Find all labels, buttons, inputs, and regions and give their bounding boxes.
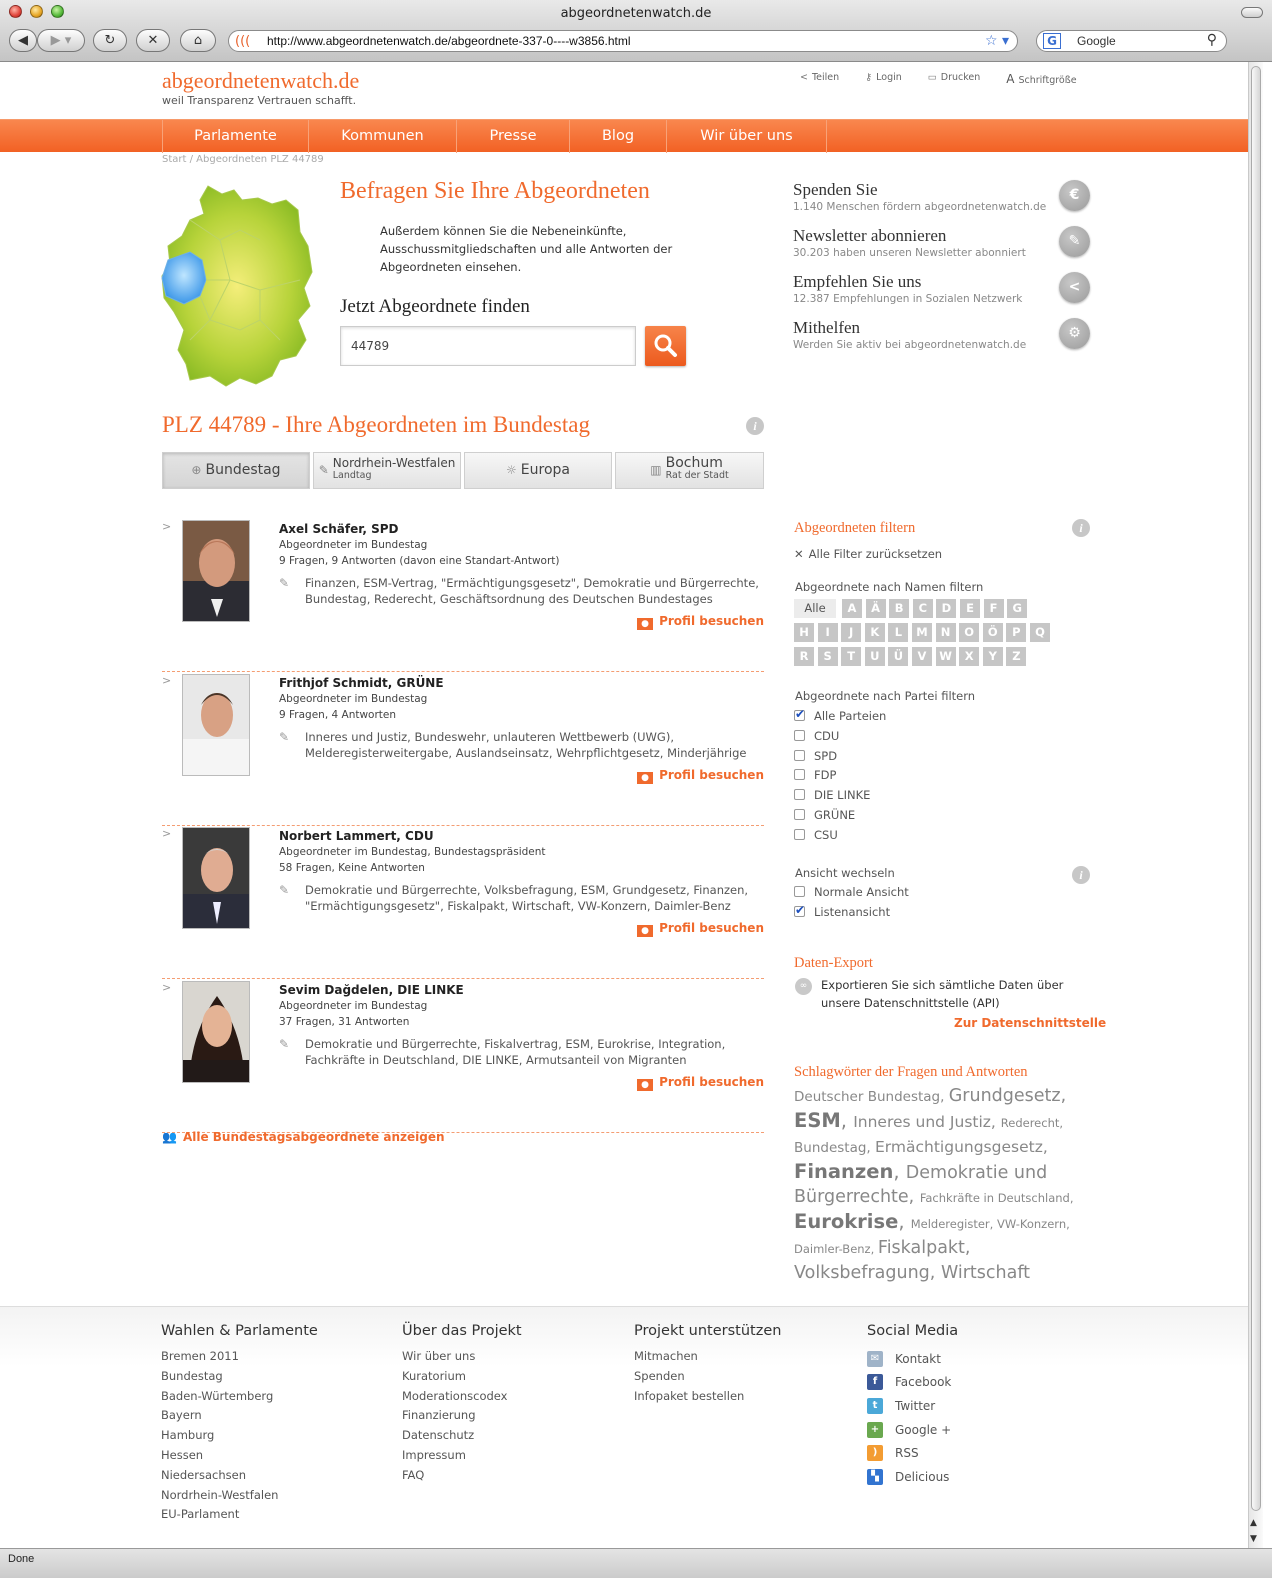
letter-filter-button[interactable]: V [912, 647, 932, 666]
cta-mithelfen[interactable] [793, 318, 1093, 351]
footer-link[interactable]: FAQ [402, 1467, 425, 1482]
letter-filter-button[interactable]: A [842, 599, 862, 618]
tag-icon: ✎ [279, 883, 290, 897]
letter-filter-button[interactable]: O [959, 623, 979, 642]
social-label: Twitter [895, 1398, 936, 1413]
mp-name[interactable]: Axel Schäfer, SPD [279, 522, 399, 536]
letter-filter-button[interactable]: H [794, 623, 814, 642]
footer-link[interactable]: Kuratorium [402, 1368, 466, 1383]
letter-filter-all[interactable]: Alle [794, 599, 836, 618]
chevron-right-icon[interactable]: > [162, 827, 172, 840]
mp-list-item [162, 825, 764, 979]
hero-title: Befragen Sie Ihre Abgeordneten [340, 178, 650, 204]
tag-link[interactable]: Eurokrise [794, 1210, 899, 1233]
mp-list-item [162, 979, 764, 1133]
person-icon: ● [637, 1079, 653, 1091]
profile-link[interactable]: ● Profil besuchen [637, 921, 764, 937]
footer-link[interactable]: Finanzierung [402, 1408, 476, 1423]
mp-photo[interactable] [182, 827, 250, 929]
letter-filter-button[interactable]: R [794, 647, 814, 666]
letter-filter-button[interactable]: U [865, 647, 885, 666]
checkbox[interactable] [794, 886, 805, 897]
mp-photo[interactable] [182, 674, 250, 776]
footer-heading: Über das Projekt [402, 1323, 522, 1339]
reset-filters-link[interactable]: ✕ Alle Filter zurücksetzen [794, 547, 943, 561]
share-link[interactable]: < Teilen [800, 72, 840, 83]
checkbox-label: CSU [814, 827, 838, 842]
browser-toolbar [0, 0, 1272, 62]
footer-link[interactable]: Niedersachsen [161, 1467, 246, 1482]
site-logo[interactable]: abgeordnetenwatch.de [162, 68, 360, 93]
google-icon[interactable]: G [1043, 33, 1061, 49]
facebook-icon: f [867, 1374, 883, 1390]
letter-filter-button[interactable]: W [936, 647, 956, 666]
mp-tags: Inneres und Justiz, Bundeswehr, unlauteren Wettbewerb (UWG), Melderegisterweitergabe, Auslandseinsatz, Wehrpflichtgesetz, Minderjährige [305, 730, 747, 760]
twitter-icon: t [867, 1398, 883, 1414]
chevron-right-icon[interactable]: > [162, 981, 172, 994]
search-field[interactable] [1036, 30, 1227, 52]
letter-filter-button[interactable]: X [959, 647, 979, 666]
checkbox-label: Alle Parteien [814, 709, 887, 723]
home-icon[interactable]: ⌂ [180, 29, 216, 52]
tag-link[interactable]: Inneres und Justiz [853, 1113, 991, 1131]
footer-col-unterstuetzen [634, 1323, 781, 1406]
vertical-scrollbar[interactable] [1248, 62, 1263, 1548]
letter-filter-button[interactable]: B [889, 599, 909, 618]
reload-icon[interactable]: ↻ [93, 29, 127, 52]
export-text: Exportieren Sie sich sämtliche Daten über unsere Datenschnittstelle (API) [821, 978, 1064, 1010]
footer-col-wahlen [161, 1323, 318, 1525]
search-icon[interactable]: ⚲ [1206, 32, 1217, 48]
checkbox[interactable] [794, 710, 805, 721]
bookmark-star-icon[interactable]: ☆ ▾ [984, 33, 1009, 49]
mp-stats: 58 Fragen, Keine Antworten [279, 862, 425, 874]
mp-role: Abgeordneter im Bundestag [279, 1000, 428, 1012]
filter-title: Abgeordneten filtern [794, 520, 916, 536]
tag-icon: ✎ [279, 576, 290, 590]
main-navigation [0, 119, 1248, 152]
delicious-icon: ▚ [867, 1469, 883, 1485]
mp-name[interactable]: Frithjof Schmidt, GRÜNE [279, 676, 444, 690]
group-icon: 👥 [162, 1130, 177, 1144]
status-text: Done [8, 1553, 35, 1565]
letter-filter-button[interactable]: G [1007, 599, 1027, 618]
footer-link[interactable]: Hamburg [161, 1428, 215, 1443]
party-checkbox[interactable] [794, 729, 839, 745]
view-checkbox[interactable] [794, 905, 890, 921]
checkbox[interactable] [794, 906, 805, 917]
profile-link[interactable]: ● Profil besuchen [637, 1075, 764, 1091]
letter-filter-button[interactable]: K [865, 623, 885, 642]
mp-stats: 9 Fragen, 9 Antworten (davon eine Standart-Antwort) [279, 555, 560, 567]
checkbox-label: SPD [814, 748, 838, 763]
letter-filter-button[interactable]: C [913, 599, 933, 618]
tab-bochum[interactable]: ▥ Bochum Rat der Stadt [615, 452, 764, 489]
view-label: Ansicht wechseln [795, 866, 895, 880]
export-title: Daten-Export [794, 955, 873, 971]
cta-newsletter[interactable] [793, 226, 1093, 259]
footer-link[interactable]: Nordrhein-Westfalen [161, 1487, 279, 1502]
tag-link[interactable]: Grundgesetz [948, 1086, 1061, 1106]
social-label: Facebook [895, 1375, 952, 1390]
social-link-delicious[interactable] [867, 1465, 958, 1489]
party-checkbox[interactable] [794, 808, 855, 824]
person-icon: ● [637, 772, 653, 784]
footer-link[interactable]: Datenschutz [402, 1428, 475, 1443]
address-bar[interactable] [228, 30, 1018, 52]
mp-photo[interactable] [182, 520, 250, 622]
cta-subtitle: 12.387 Empfehlungen in Sozialen Netzwerk [793, 293, 1023, 305]
letter-filter-button[interactable]: E [960, 599, 980, 618]
footer-link[interactable]: EU-Parlament [161, 1507, 240, 1522]
scrollbar-thumb[interactable] [1251, 66, 1261, 1511]
view-checkbox[interactable] [794, 885, 909, 901]
euro-icon: € [1059, 180, 1090, 211]
tag-link[interactable]: ESM [794, 1109, 841, 1132]
info-icon[interactable]: i [1072, 519, 1090, 537]
tag-link[interactable]: Wirtschaft [940, 1263, 1031, 1283]
nav-blog[interactable]: Blog [570, 120, 667, 153]
letter-filter-button[interactable]: N [936, 623, 956, 642]
footer-link[interactable]: Bayern [161, 1408, 202, 1423]
tab-europa[interactable]: ☼ Europa [464, 452, 612, 489]
social-link-rss[interactable] [867, 1441, 958, 1465]
api-link[interactable]: Zur Datenschnittstelle [954, 1016, 1107, 1030]
mp-name[interactable]: Norbert Lammert, CDU [279, 829, 434, 843]
mp-role: Abgeordneter im Bundestag [279, 539, 428, 551]
checkbox[interactable] [794, 809, 805, 820]
tab-bundestag[interactable]: ⊕ Bundestag [162, 452, 310, 489]
footer-link[interactable]: Hessen [161, 1447, 204, 1462]
printer-icon: ▭ [927, 72, 937, 83]
tag-link[interactable]: Bundestag [794, 1140, 867, 1156]
letter-filter-button[interactable]: D [936, 599, 956, 618]
letter-filter-button[interactable]: Ü [888, 647, 908, 666]
cta-spenden[interactable] [793, 180, 1093, 213]
cta-title: Spenden Sie [793, 180, 878, 199]
mp-tags: Demokratie und Bürgerrechte, Volksbefragung, ESM, Grundgesetz, Finanzen, "Ermächtigungsgesetz", Fiskalpakt, Wirtschaft, VW-Konzern, Daimler-Benz [305, 883, 749, 913]
nav-kommunen[interactable]: Kommunen [309, 120, 457, 153]
letter-filter-button[interactable]: F [984, 599, 1004, 618]
tag-link[interactable]: Rederecht [1000, 1116, 1060, 1130]
close-icon: ✕ [794, 547, 804, 561]
footer-heading: Social Media [867, 1323, 959, 1339]
person-icon: ● [637, 618, 653, 630]
checkbox-label: CDU [814, 728, 840, 743]
status-bar [0, 1548, 1272, 1578]
window-title: abgeordnetenwatch.de [560, 6, 712, 21]
info-icon[interactable]: i [1072, 866, 1090, 884]
social-link-kontakt[interactable] [867, 1347, 958, 1371]
mp-tags: Demokratie und Bürgerrechte, Fiskalvertrag, ESM, Eurokrise, Integration, Fachkräfte in Deutschland, DIE LINKE, Armutsanteil von Migranten [305, 1037, 726, 1067]
hero-intro: Außerdem können Sie die Nebeneinkünfte, Ausschussmitgliedschaften und alle Antworten der Abgeordneten einsehen. [380, 224, 673, 274]
stop-icon[interactable]: ✕ [136, 29, 170, 52]
cta-subtitle: 30.203 haben unseren Newsletter abonniert [793, 247, 1026, 259]
link-icon: ∞ [795, 978, 812, 995]
find-title: Jetzt Abgeordnete finden [340, 296, 530, 317]
mp-role: Abgeordneter im Bundestag, Bundestagspräsident [279, 846, 546, 858]
party-checkbox[interactable] [794, 709, 886, 725]
footer-heading: Projekt unterstützen [634, 1323, 782, 1339]
search-placeholder: Google [1077, 34, 1116, 48]
site-tagline: weil Transparenz Vertrauen schafft. [162, 94, 357, 107]
letter-filter-button[interactable]: I [818, 623, 838, 642]
checkbox[interactable] [794, 750, 805, 761]
gears-icon: ⚙ [1059, 318, 1090, 349]
web-page [0, 62, 1248, 1548]
cta-title: Empfehlen Sie uns [793, 272, 922, 291]
letter-filter-button[interactable]: Ö [983, 623, 1003, 642]
letter-filter-button[interactable]: J [841, 623, 861, 642]
letter-filter-button[interactable]: Ä [866, 599, 886, 618]
tag-link[interactable]: Deutscher Bundestag [794, 1089, 941, 1105]
social-link-facebook[interactable] [867, 1371, 958, 1395]
tag-icon: ✎ [279, 730, 290, 744]
plz-heading: PLZ 44789 - Ihre Abgeordneten im Bundestag [162, 412, 590, 437]
mp-name[interactable]: Sevim Dağdelen, DIE LINKE [279, 983, 464, 997]
toolbar-toggle-button[interactable] [1241, 7, 1263, 18]
social-link-google[interactable] [867, 1418, 958, 1442]
search-button[interactable] [645, 326, 686, 366]
share-icon: < [1059, 272, 1090, 303]
checkbox-label: Normale Ansicht [814, 885, 909, 899]
checkbox[interactable] [794, 730, 805, 741]
footer-link[interactable]: Bundestag [161, 1368, 223, 1383]
footer-link[interactable]: Wir über uns [402, 1349, 476, 1363]
social-label: Kontakt [895, 1351, 941, 1366]
url-text: http://www.abgeordnetenwatch.de/abgeordnete-337-0----w3856.html [267, 34, 631, 48]
mp-tags: Finanzen, ESM-Vertrag, "Ermächtigungsgesetz", Demokratie und Bürgerrechte, Bundestag, Rederecht, Geschäftsordnung des Deutschen Bundestages [305, 576, 759, 606]
mp-list-item [162, 518, 764, 672]
site-favicon: ((( [235, 34, 251, 49]
mail-icon: ✉ [867, 1351, 883, 1367]
cta-title: Mithelfen [793, 318, 861, 337]
social-link-twitter[interactable] [867, 1394, 958, 1418]
nav-wir-ueber-uns[interactable]: Wir über uns [667, 120, 827, 153]
cta-empfehlen[interactable] [793, 272, 1093, 305]
checkbox-label: Listenansicht [814, 904, 891, 919]
breadcrumb: Start / Abgeordneten PLZ 44789 [162, 154, 324, 165]
tag-link[interactable]: Fiskalpakt [877, 1238, 965, 1258]
letter-filter-button[interactable]: M [912, 623, 932, 642]
nav-presse[interactable]: Presse [457, 120, 570, 153]
info-icon[interactable]: i [746, 417, 764, 435]
party-checkbox[interactable] [794, 788, 870, 804]
cta-title: Newsletter abonnieren [793, 226, 947, 245]
back-button[interactable]: ◀ [9, 29, 37, 52]
checkbox-label: FDP [814, 768, 837, 783]
party-filter-label: Abgeordnete nach Partei filtern [795, 689, 976, 703]
font-size-link[interactable]: A Schriftgröße [1006, 72, 1077, 86]
search-icon [645, 326, 686, 366]
letter-filter-button[interactable]: Q [1030, 623, 1050, 642]
chevron-right-icon[interactable]: > [162, 674, 172, 687]
footer-col-projekt [402, 1323, 522, 1486]
letter-filter-button[interactable]: Y [983, 647, 1003, 666]
cta-subtitle: Werden Sie aktiv bei abgeordnetenwatch.de [793, 339, 1027, 351]
mp-photo[interactable] [182, 981, 250, 1083]
profile-link[interactable]: ● Profil besuchen [637, 768, 764, 784]
cta-subtitle: 1.140 Menschen fördern abgeordnetenwatch.de [793, 201, 1047, 213]
mp-list-item [162, 672, 764, 826]
footer-link[interactable]: Spenden [634, 1368, 685, 1383]
tagcloud-title: Schlagwörter der Fragen und Antworten [794, 1064, 1028, 1080]
footer-link[interactable]: Moderationscodex [402, 1388, 508, 1403]
mp-stats: 37 Fragen, 31 Antworten [279, 1016, 410, 1028]
letter-filter-button[interactable]: S [818, 647, 838, 666]
login-link[interactable]: ⚷ Login [865, 72, 902, 83]
party-checkbox[interactable] [794, 828, 838, 844]
footer-link[interactable]: Mitmachen [634, 1349, 698, 1363]
chevron-right-icon[interactable]: > [162, 520, 172, 533]
print-link[interactable]: ▭ Drucken [927, 72, 981, 83]
key-icon: ⚷ [865, 72, 873, 83]
scroll-up-arrow-icon[interactable]: ▲ [1250, 1518, 1257, 1528]
tag-link[interactable]: Melderegister [910, 1217, 990, 1231]
eu-stars-icon: ☼ [506, 463, 517, 477]
tag-link[interactable]: Daimler-Benz [794, 1242, 871, 1256]
pencil-icon: ✎ [1059, 226, 1090, 257]
footer-link[interactable]: Impressum [402, 1447, 466, 1462]
party-checkbox[interactable] [794, 768, 836, 784]
tag-link[interactable]: VW-Konzern [996, 1217, 1067, 1231]
letter-filter-button[interactable]: T [841, 647, 861, 666]
germany-map[interactable] [160, 180, 320, 390]
tag-link[interactable]: Volksbefragung [794, 1263, 930, 1283]
tab-nordrhein-westfalen[interactable]: ✎ Nordrhein-Westfalen Landtag [313, 452, 461, 489]
nav-parlamente[interactable]: Parlamente [162, 120, 309, 153]
party-checkbox[interactable] [794, 749, 837, 765]
scroll-down-arrow-icon[interactable]: ▼ [1250, 1534, 1257, 1544]
forward-button[interactable]: ▶ ▾ [37, 29, 85, 52]
checkbox[interactable] [794, 829, 805, 840]
name-filter-label: Abgeordnete nach Namen filtern [795, 580, 984, 594]
footer-link[interactable]: Baden-Würtemberg [161, 1388, 274, 1403]
letter-filter-button[interactable]: L [888, 623, 908, 642]
footer-heading: Wahlen & Parlamente [161, 1323, 318, 1339]
social-label: Delicious [895, 1469, 950, 1484]
share-icon: < [800, 72, 808, 83]
letter-filter-button[interactable]: P [1006, 623, 1026, 642]
checkbox-label: GRÜNE [814, 808, 856, 822]
font-size-icon: A [1006, 72, 1015, 86]
footer-col-social [867, 1323, 958, 1489]
footer-link[interactable]: Bremen 2011 [161, 1349, 239, 1363]
footer-link[interactable]: Infopaket bestellen [634, 1388, 745, 1403]
tag-link[interactable]: Demokratie und Bürgerrechte [794, 1163, 1048, 1207]
rss-icon: ) [867, 1445, 883, 1461]
globe-icon: ⊕ [191, 463, 202, 477]
tag-link[interactable]: Ermächtigungsgesetz [875, 1138, 1043, 1156]
checkbox[interactable] [794, 789, 805, 800]
letter-filter-button[interactable]: Z [1006, 647, 1026, 666]
mp-role: Abgeordneter im Bundestag [279, 693, 428, 705]
map-icon: ✎ [318, 463, 329, 477]
checkbox-label: DIE LINKE [814, 788, 871, 803]
footer [0, 1306, 1248, 1548]
utility-links [800, 72, 1077, 86]
person-icon: ● [637, 925, 653, 937]
googleplus-icon: + [867, 1422, 883, 1438]
mp-stats: 9 Fragen, 4 Antworten [279, 709, 397, 721]
checkbox[interactable] [794, 769, 805, 780]
tag-link[interactable]: Fachkräfte in Deutschland [919, 1191, 1070, 1205]
all-mps-link[interactable]: 👥 Alle Bundestagsabgeordnete anzeigen [162, 1130, 445, 1144]
plz-input[interactable]: 44789 [340, 326, 636, 366]
city-hall-icon: ▥ [650, 463, 662, 477]
tag-link[interactable]: Finanzen [794, 1160, 894, 1183]
tag-icon: ✎ [279, 1037, 290, 1051]
profile-link[interactable]: ● Profil besuchen [637, 614, 764, 630]
social-label: Google + [895, 1422, 952, 1437]
social-label: RSS [895, 1446, 919, 1461]
tag-cloud: Deutscher Bundestag, Grundgesetz, ESM, Inneres und Justiz, Rederecht, Bundestag, Ermächtigungsgesetz, Finanzen, Demokratie und Bürgerrechte, Fachkräfte in Deutschland, Eurokrise, Melderegister, VW-Konzern, Daimler-Benz, Fiskalpakt, Volksbefragung, Wirtschaft [794, 1086, 1074, 1283]
